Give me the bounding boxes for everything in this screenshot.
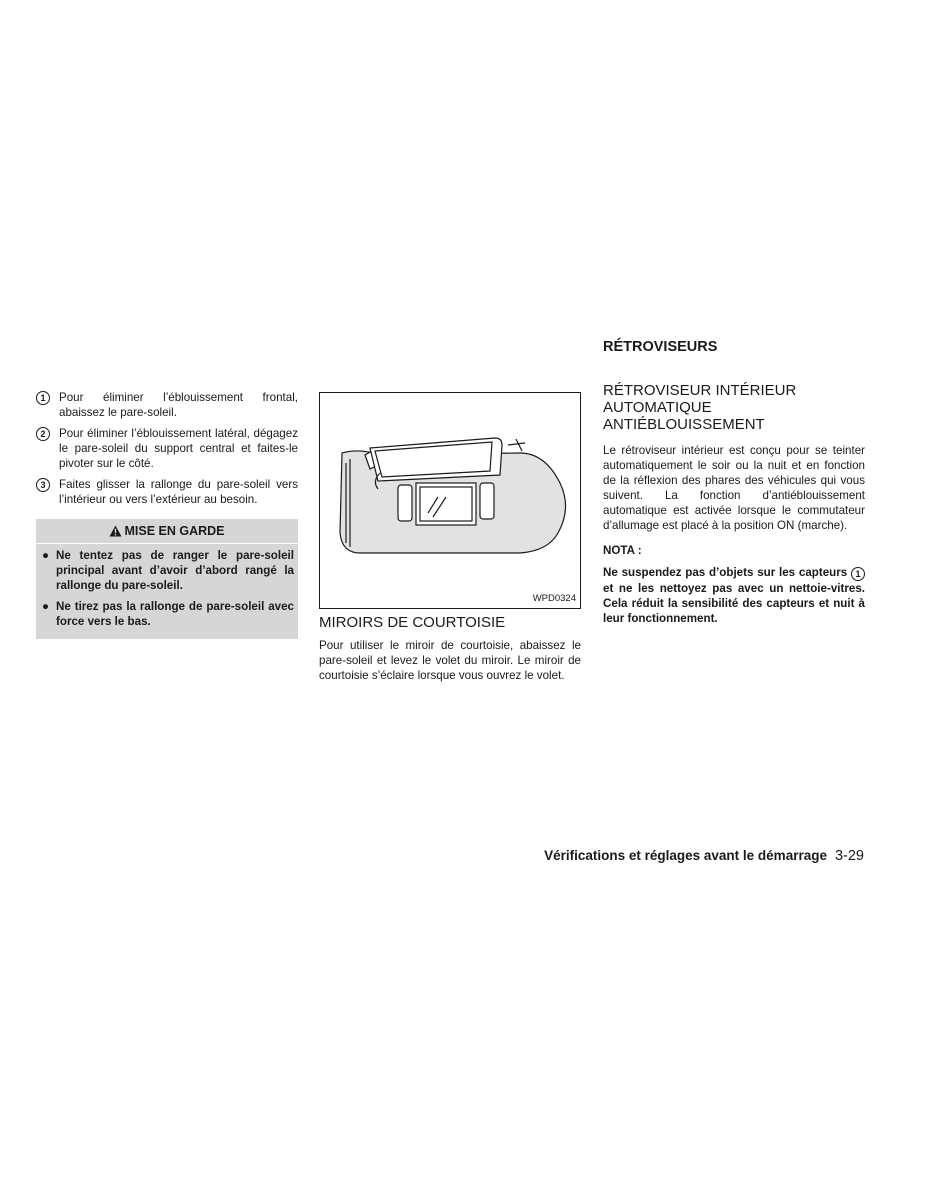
right-column bbox=[603, 340, 865, 626]
sun-visor-drawing bbox=[320, 393, 580, 608]
subsection-title-line: RÉTROVISEUR INTÉRIEUR bbox=[603, 382, 797, 399]
nota-text bbox=[603, 565, 865, 626]
nota-label: NOTA : bbox=[603, 544, 642, 557]
bullet-icon: ● bbox=[42, 549, 50, 562]
middle-column bbox=[319, 392, 581, 683]
page-number: 3-29 bbox=[834, 848, 864, 864]
nota-text-before: Ne suspendez pas d’objets sur les capteurs bbox=[603, 566, 848, 579]
nota-text-after: et ne les nettoyez pas avec un nettoie-vitres. Cela réduit la sensibilité des capteurs et nuit à leur fonctionnement. bbox=[603, 582, 865, 625]
page-footer bbox=[400, 848, 864, 864]
step-number-badge: 1 bbox=[36, 391, 50, 405]
retro-text: Le rétroviseur intérieur est conçu pour se teinter automatiquement le soir ou la nuit et en fonction de la réflexion des phares des véhicules qui vous suivent. La fonction d’antiéblouissement automatique est activée lorsque le commutateur d’allumage est placé à la position ON (marche). bbox=[603, 444, 865, 532]
bullet-icon: ● bbox=[42, 600, 50, 613]
warning-item bbox=[40, 599, 294, 629]
step-item bbox=[36, 390, 298, 420]
figure-code: WPD0324 bbox=[532, 593, 576, 604]
sensor-number-badge: 1 bbox=[851, 567, 865, 581]
warning-title: MISE EN GARDE bbox=[124, 524, 225, 538]
subsection-title-line: ANTIÉBLOUISSEMENT bbox=[603, 416, 765, 433]
step-item bbox=[36, 426, 298, 471]
step-number-badge: 2 bbox=[36, 427, 50, 441]
step-text: Pour éliminer l’éblouissement latéral, dégagez le pare-soleil du support central et faites-le pivoter sur le côté. bbox=[59, 427, 298, 470]
mirrors-text: Pour utiliser le miroir de courtoisie, abaissez le pare-soleil et levez le volet du miroir. Le miroir de courtoisie s’éclaire lorsque vous ouvrez le volet. bbox=[319, 639, 581, 682]
step-text: Faites glisser la rallonge du pare-soleil vers l’intérieur ou vers l’extérieur au besoin. bbox=[59, 478, 298, 506]
step-item bbox=[36, 477, 298, 507]
subsection-title bbox=[603, 382, 865, 433]
chapter-title: Vérifications et réglages avant le démarrage bbox=[544, 848, 827, 863]
left-column bbox=[36, 390, 298, 639]
warning-header bbox=[36, 521, 298, 544]
subsection-title-line: AUTOMATIQUE bbox=[603, 399, 712, 416]
warning-item-text: Ne tentez pas de ranger le pare-soleil principal avant d’avoir d’abord rangé la rallonge du pare-soleil. bbox=[56, 549, 294, 592]
step-number-badge: 3 bbox=[36, 478, 50, 492]
step-text: Pour éliminer l’éblouissement frontal, abaissez le pare-soleil. bbox=[59, 391, 298, 419]
warning-triangle-icon bbox=[109, 525, 122, 537]
warning-box bbox=[36, 519, 298, 639]
warning-item-text: Ne tirez pas la rallonge de pare-soleil avec force vers le bas. bbox=[56, 600, 294, 628]
sun-visor-illustration bbox=[319, 392, 581, 609]
section-title-mirrors: MIROIRS DE COURTOISIE bbox=[319, 614, 506, 631]
warning-item bbox=[40, 548, 294, 593]
page-title: RÉTROVISEURS bbox=[603, 339, 718, 355]
